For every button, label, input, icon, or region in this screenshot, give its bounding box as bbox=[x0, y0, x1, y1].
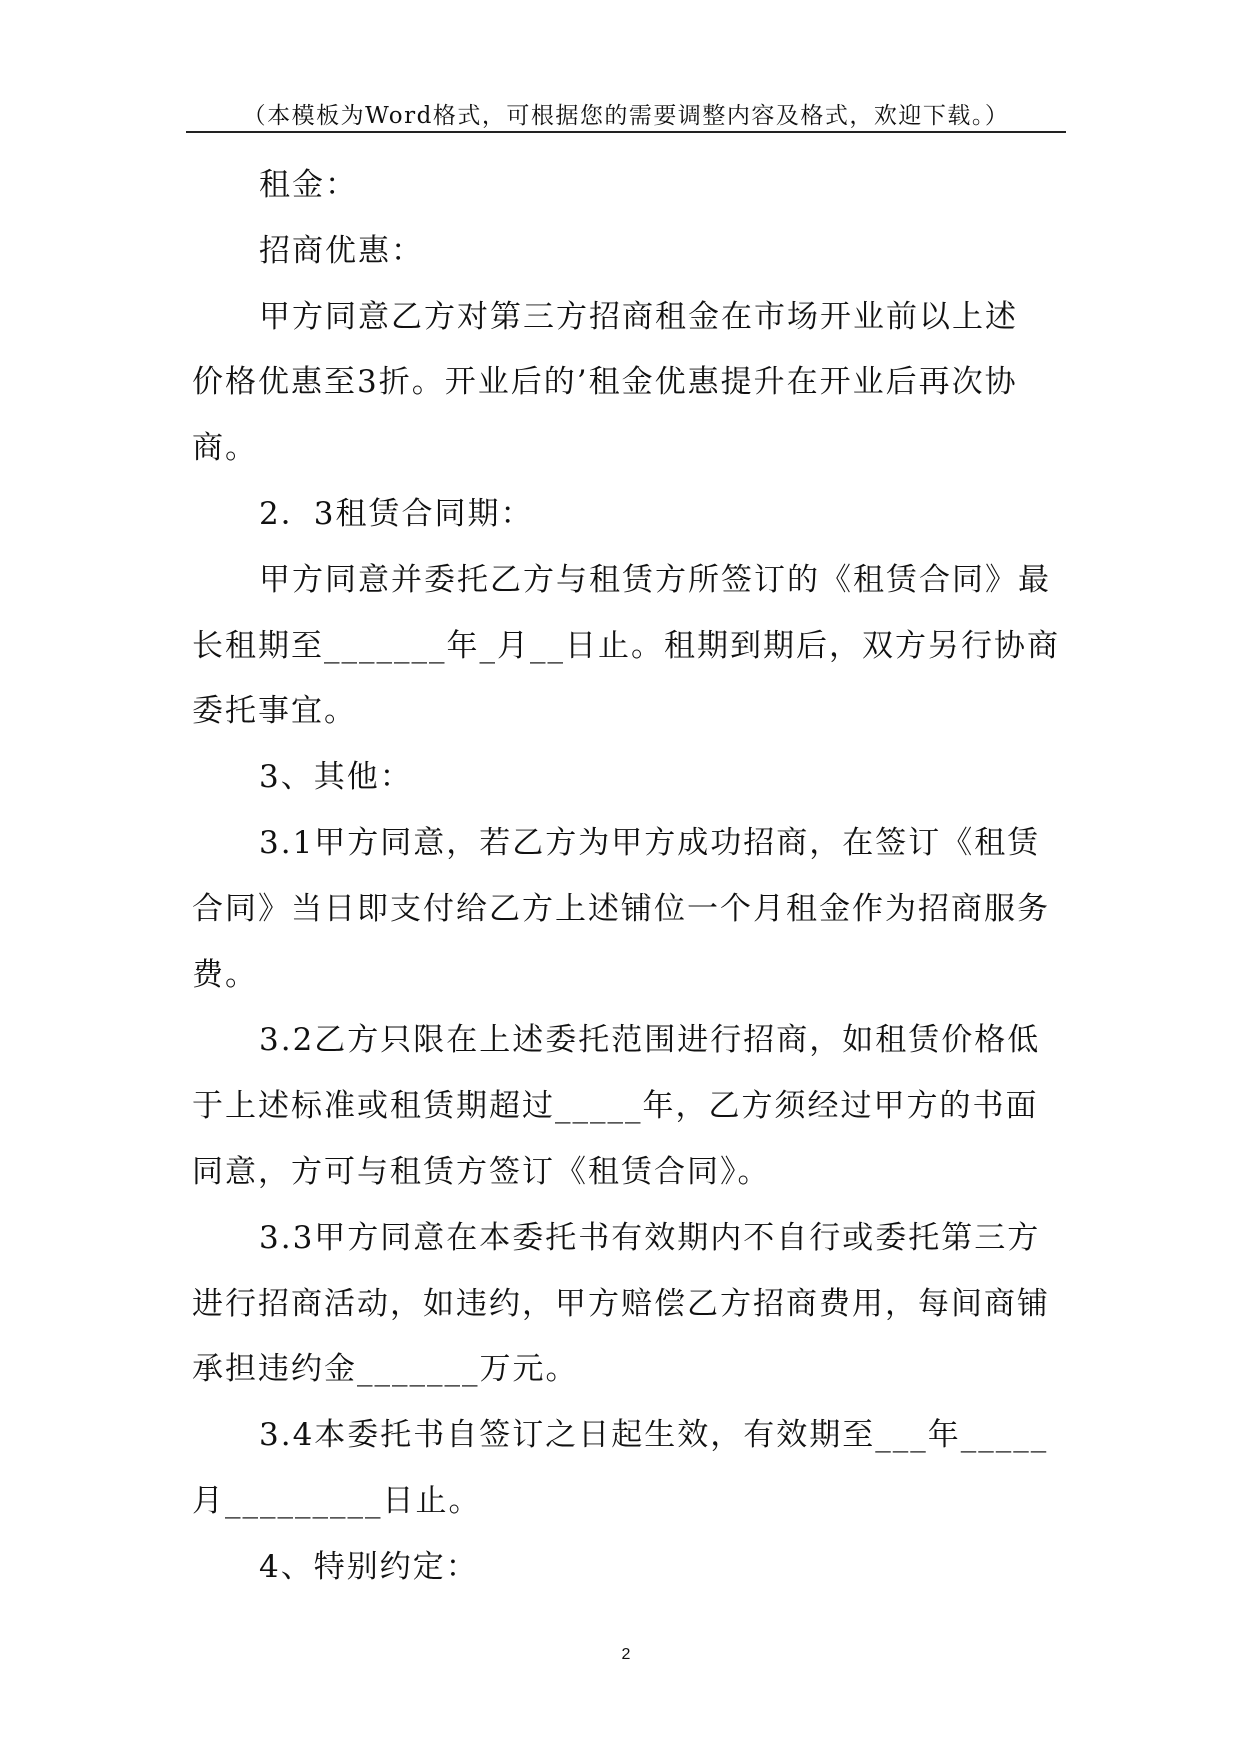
paragraph-line: 于上述标准或租赁期超过_____年，乙方须经过甲方的书面 bbox=[192, 1088, 1039, 1125]
paragraph-line: 3.1甲方同意，若乙方为甲方成功招商，在签订《租赁 bbox=[259, 824, 1041, 861]
document-body bbox=[192, 153, 1060, 1601]
paragraph-line: 2．3租赁合同期： bbox=[259, 495, 534, 532]
clause-3-4 bbox=[192, 1403, 1060, 1535]
header-divider bbox=[186, 131, 1066, 133]
paragraph-line: 租金： bbox=[259, 167, 358, 203]
leasing-discount-heading bbox=[192, 219, 1060, 285]
paragraph-line: 费。 bbox=[192, 956, 258, 993]
paragraph-line: 3.2乙方只限在上述委托范围进行招商，如租赁价格低 bbox=[259, 1022, 1041, 1059]
paragraph-line: 4、特别约定： bbox=[259, 1548, 479, 1585]
template-header-note: （本模板为Word格式，可根据您的需要调整内容及格式，欢迎下载。） bbox=[242, 103, 1010, 129]
clause-3-3 bbox=[192, 1206, 1060, 1403]
paragraph-line: 甲方同意乙方对第三方招商租金在市场开业前以上述 bbox=[259, 298, 1018, 335]
paragraph-line: 合同》当日即支付给乙方上述铺位一个月租金作为招商服务 bbox=[192, 890, 1050, 927]
paragraph-line: 承担违约金_______万元。 bbox=[192, 1351, 579, 1388]
paragraph-line: 商。 bbox=[192, 430, 258, 467]
paragraph-line: 委托事宜。 bbox=[192, 693, 357, 730]
page-number: 2 bbox=[621, 1646, 631, 1663]
clause-3-2 bbox=[192, 1008, 1060, 1205]
discount-clause bbox=[192, 285, 1060, 482]
section-3-heading bbox=[192, 745, 1060, 811]
paragraph-line: 招商优惠： bbox=[259, 232, 424, 269]
paragraph-line: 同意，方可与租赁方签订《租赁合同》。 bbox=[192, 1153, 771, 1190]
clause-3-1 bbox=[192, 811, 1060, 1008]
paragraph-line: 3.4本委托书自签订之日起生效，有效期至___年_____ bbox=[259, 1417, 1049, 1454]
lease-term-clause bbox=[192, 548, 1060, 745]
paragraph-line: 甲方同意并委托乙方与租赁方所签订的《租赁合同》最 bbox=[259, 561, 1051, 598]
paragraph-line: 3、其他： bbox=[259, 759, 413, 796]
paragraph-line: 价格优惠至3折。开业后的’租金优惠提升在开业后再次协 bbox=[192, 364, 1018, 401]
section-4-heading bbox=[192, 1535, 1060, 1601]
rent-heading bbox=[192, 153, 1060, 219]
paragraph-line: 进行招商活动，如违约，甲方赔偿乙方招商费用，每间商铺 bbox=[192, 1285, 1050, 1322]
paragraph-line: 月_________日止。 bbox=[192, 1482, 482, 1519]
paragraph-line: 长租期至_______年_月__日止。租期到期后，双方另行协商 bbox=[192, 627, 1060, 664]
paragraph-line: 3.3甲方同意在本委托书有效期内不自行或委托第三方 bbox=[259, 1219, 1041, 1256]
section-2-3-heading bbox=[192, 482, 1060, 548]
